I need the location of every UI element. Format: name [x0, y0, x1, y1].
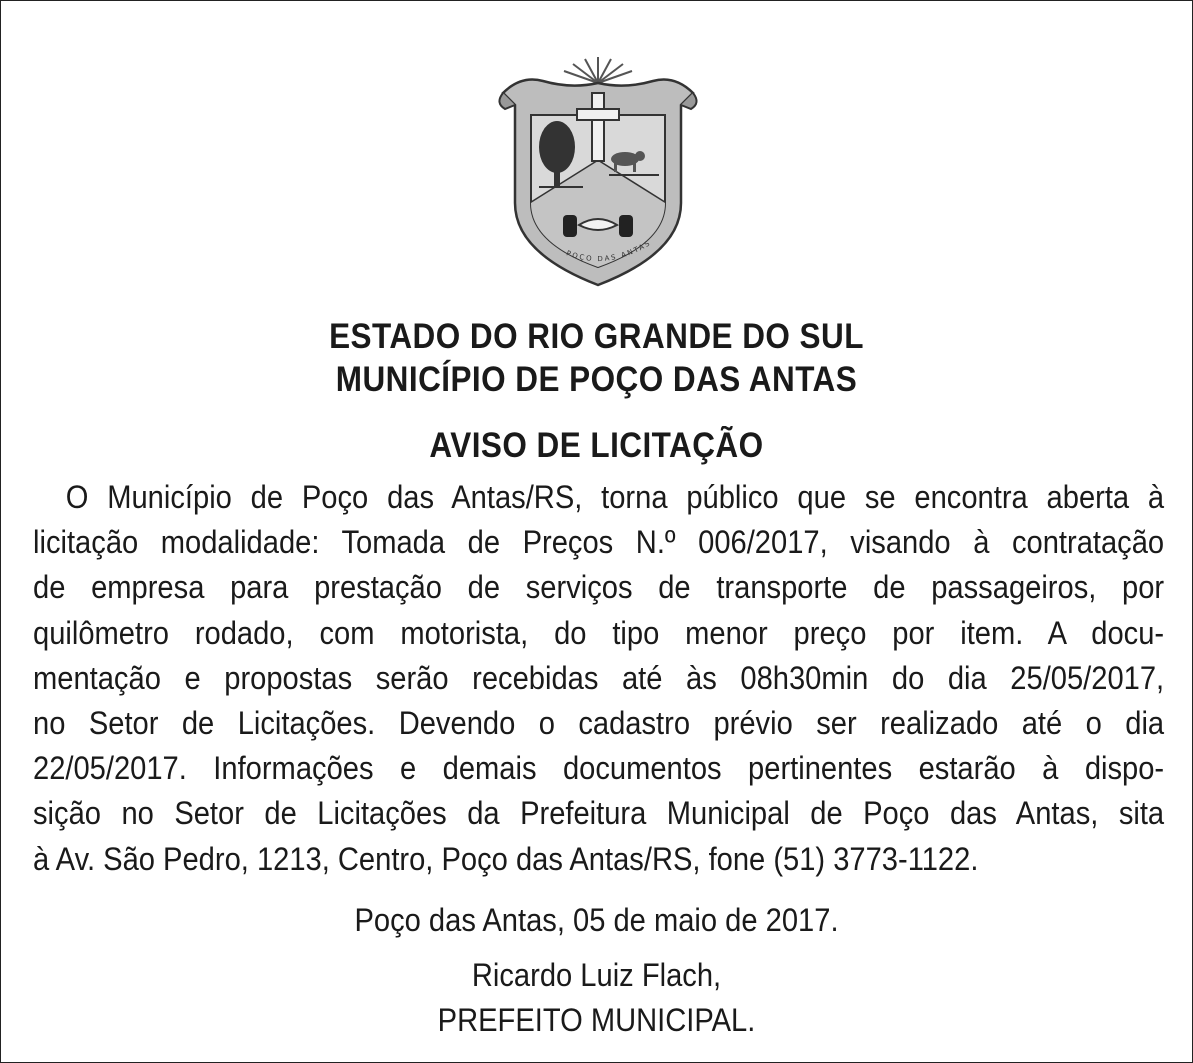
- body-line: quilômetro rodado, com motorista, do tipo menor preço por item. A docu-: [33, 614, 1165, 651]
- body-line: à Av. São Pedro, 1213, Centro, Poço das Antas/RS, fone (51) 3773-1122.: [33, 840, 979, 877]
- crest-ribbon-text: POÇO DAS ANTAS: [565, 238, 653, 264]
- body-line: mentação e propostas serão recebidas até às 08h30min do dia 25/05/2017,: [33, 659, 1165, 696]
- signatory-role: PREFEITO MUNICIPAL.: [437, 1002, 756, 1038]
- signatory-name: Ricardo Luiz Flach,: [471, 957, 722, 993]
- place-date: Poço das Antas, 05 de maio de 2017.: [354, 902, 839, 938]
- body-line: licitação modalidade: Tomada de Preços N.º 006/2017, visando à contratação: [33, 524, 1165, 561]
- notice-title: AVISO DE LICITAÇÃO: [429, 426, 764, 465]
- body-line: de empresa para prestação de serviços de transporte de passageiros, por: [33, 569, 1165, 606]
- coat-of-arms-icon: [491, 53, 705, 289]
- body-line: sição no Setor de Licitações da Prefeitura Municipal de Poço das Antas, sita: [33, 795, 1165, 832]
- municipality-heading: MUNICÍPIO DE POÇO DAS ANTAS: [335, 360, 858, 399]
- body-line: no Setor de Licitações. Devendo o cadastro prévio ser realizado até o dia: [33, 705, 1165, 742]
- body-line: O Município de Poço das Antas/RS, torna público que se encontra aberta à: [65, 479, 1165, 515]
- state-heading: ESTADO DO RIO GRANDE DO SUL: [329, 317, 864, 356]
- notice-body: [33, 475, 1164, 882]
- body-line: 22/05/2017. Informações e demais documentos pertinentes estarão à dispo-: [33, 750, 1165, 787]
